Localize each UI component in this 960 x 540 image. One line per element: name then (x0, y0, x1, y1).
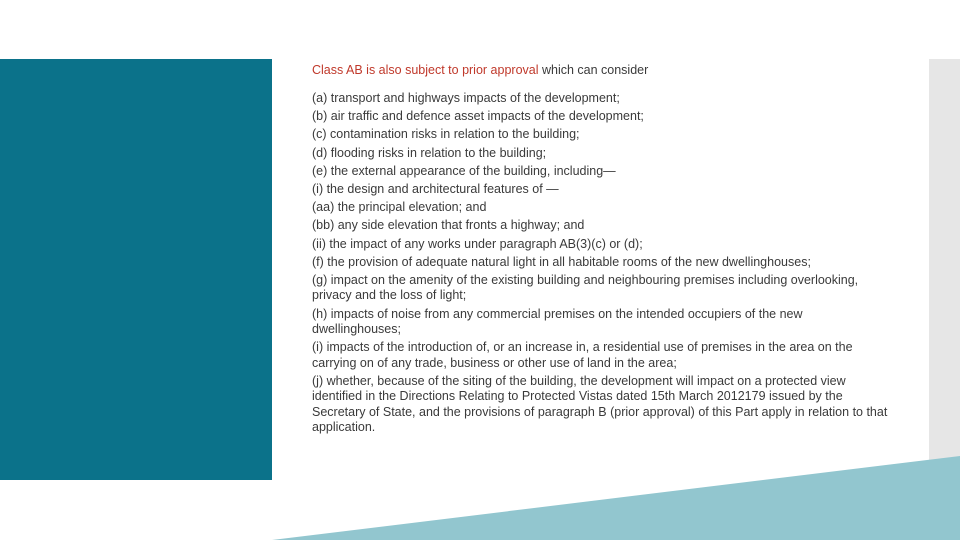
document-body (312, 62, 892, 438)
clause-item: (j) whether, because of the siting of the building, the development will impact on a protected view identified in the Directions Relating to Protected Vistas dated 15th March 2012179 issued by the Secretary of State, and the provisions of paragraph B (prior approval) of this Part apply in relation to that application. (312, 373, 888, 435)
clause-item: (f) the provision of adequate natural light in all habitable rooms of the new dwellinghouses; (312, 254, 811, 269)
intro-rest: which can consider (538, 63, 649, 77)
intro-highlight: Class AB is also subject to prior approval (312, 63, 539, 77)
intro-sentence (312, 62, 892, 78)
clause-item: (i) impacts of the introduction of, or an increase in, a residential use of premises in the area on the carrying on of any trade, business or other use of land in the area; (312, 340, 853, 370)
clause-item: (b) air traffic and defence asset impacts of the development; (312, 109, 644, 124)
clause-item: (c) contamination risks in relation to the building; (312, 127, 580, 142)
clause-list (312, 91, 892, 435)
clause-item: (bb) any side elevation that fronts a highway; and (312, 218, 585, 233)
clause-item: (i) the design and architectural features of — (312, 182, 559, 197)
clause-item: (e) the external appearance of the building, including— (312, 163, 616, 178)
clause-item: (g) impact on the amenity of the existing building and neighbouring premises including overlooking, privacy and the loss of light; (312, 273, 859, 303)
clause-item: (h) impacts of noise from any commercial premises on the intended occupiers of the new dwellinghouses; (312, 306, 803, 337)
clause-item: (d) flooding risks in relation to the building; (312, 145, 547, 160)
clause-item: (ii) the impact of any works under paragraph AB(3)(c) or (d); (312, 236, 643, 251)
clause-item: (aa) the principal elevation; and (312, 200, 487, 215)
clause-item: (a) transport and highways impacts of the development; (312, 91, 620, 105)
